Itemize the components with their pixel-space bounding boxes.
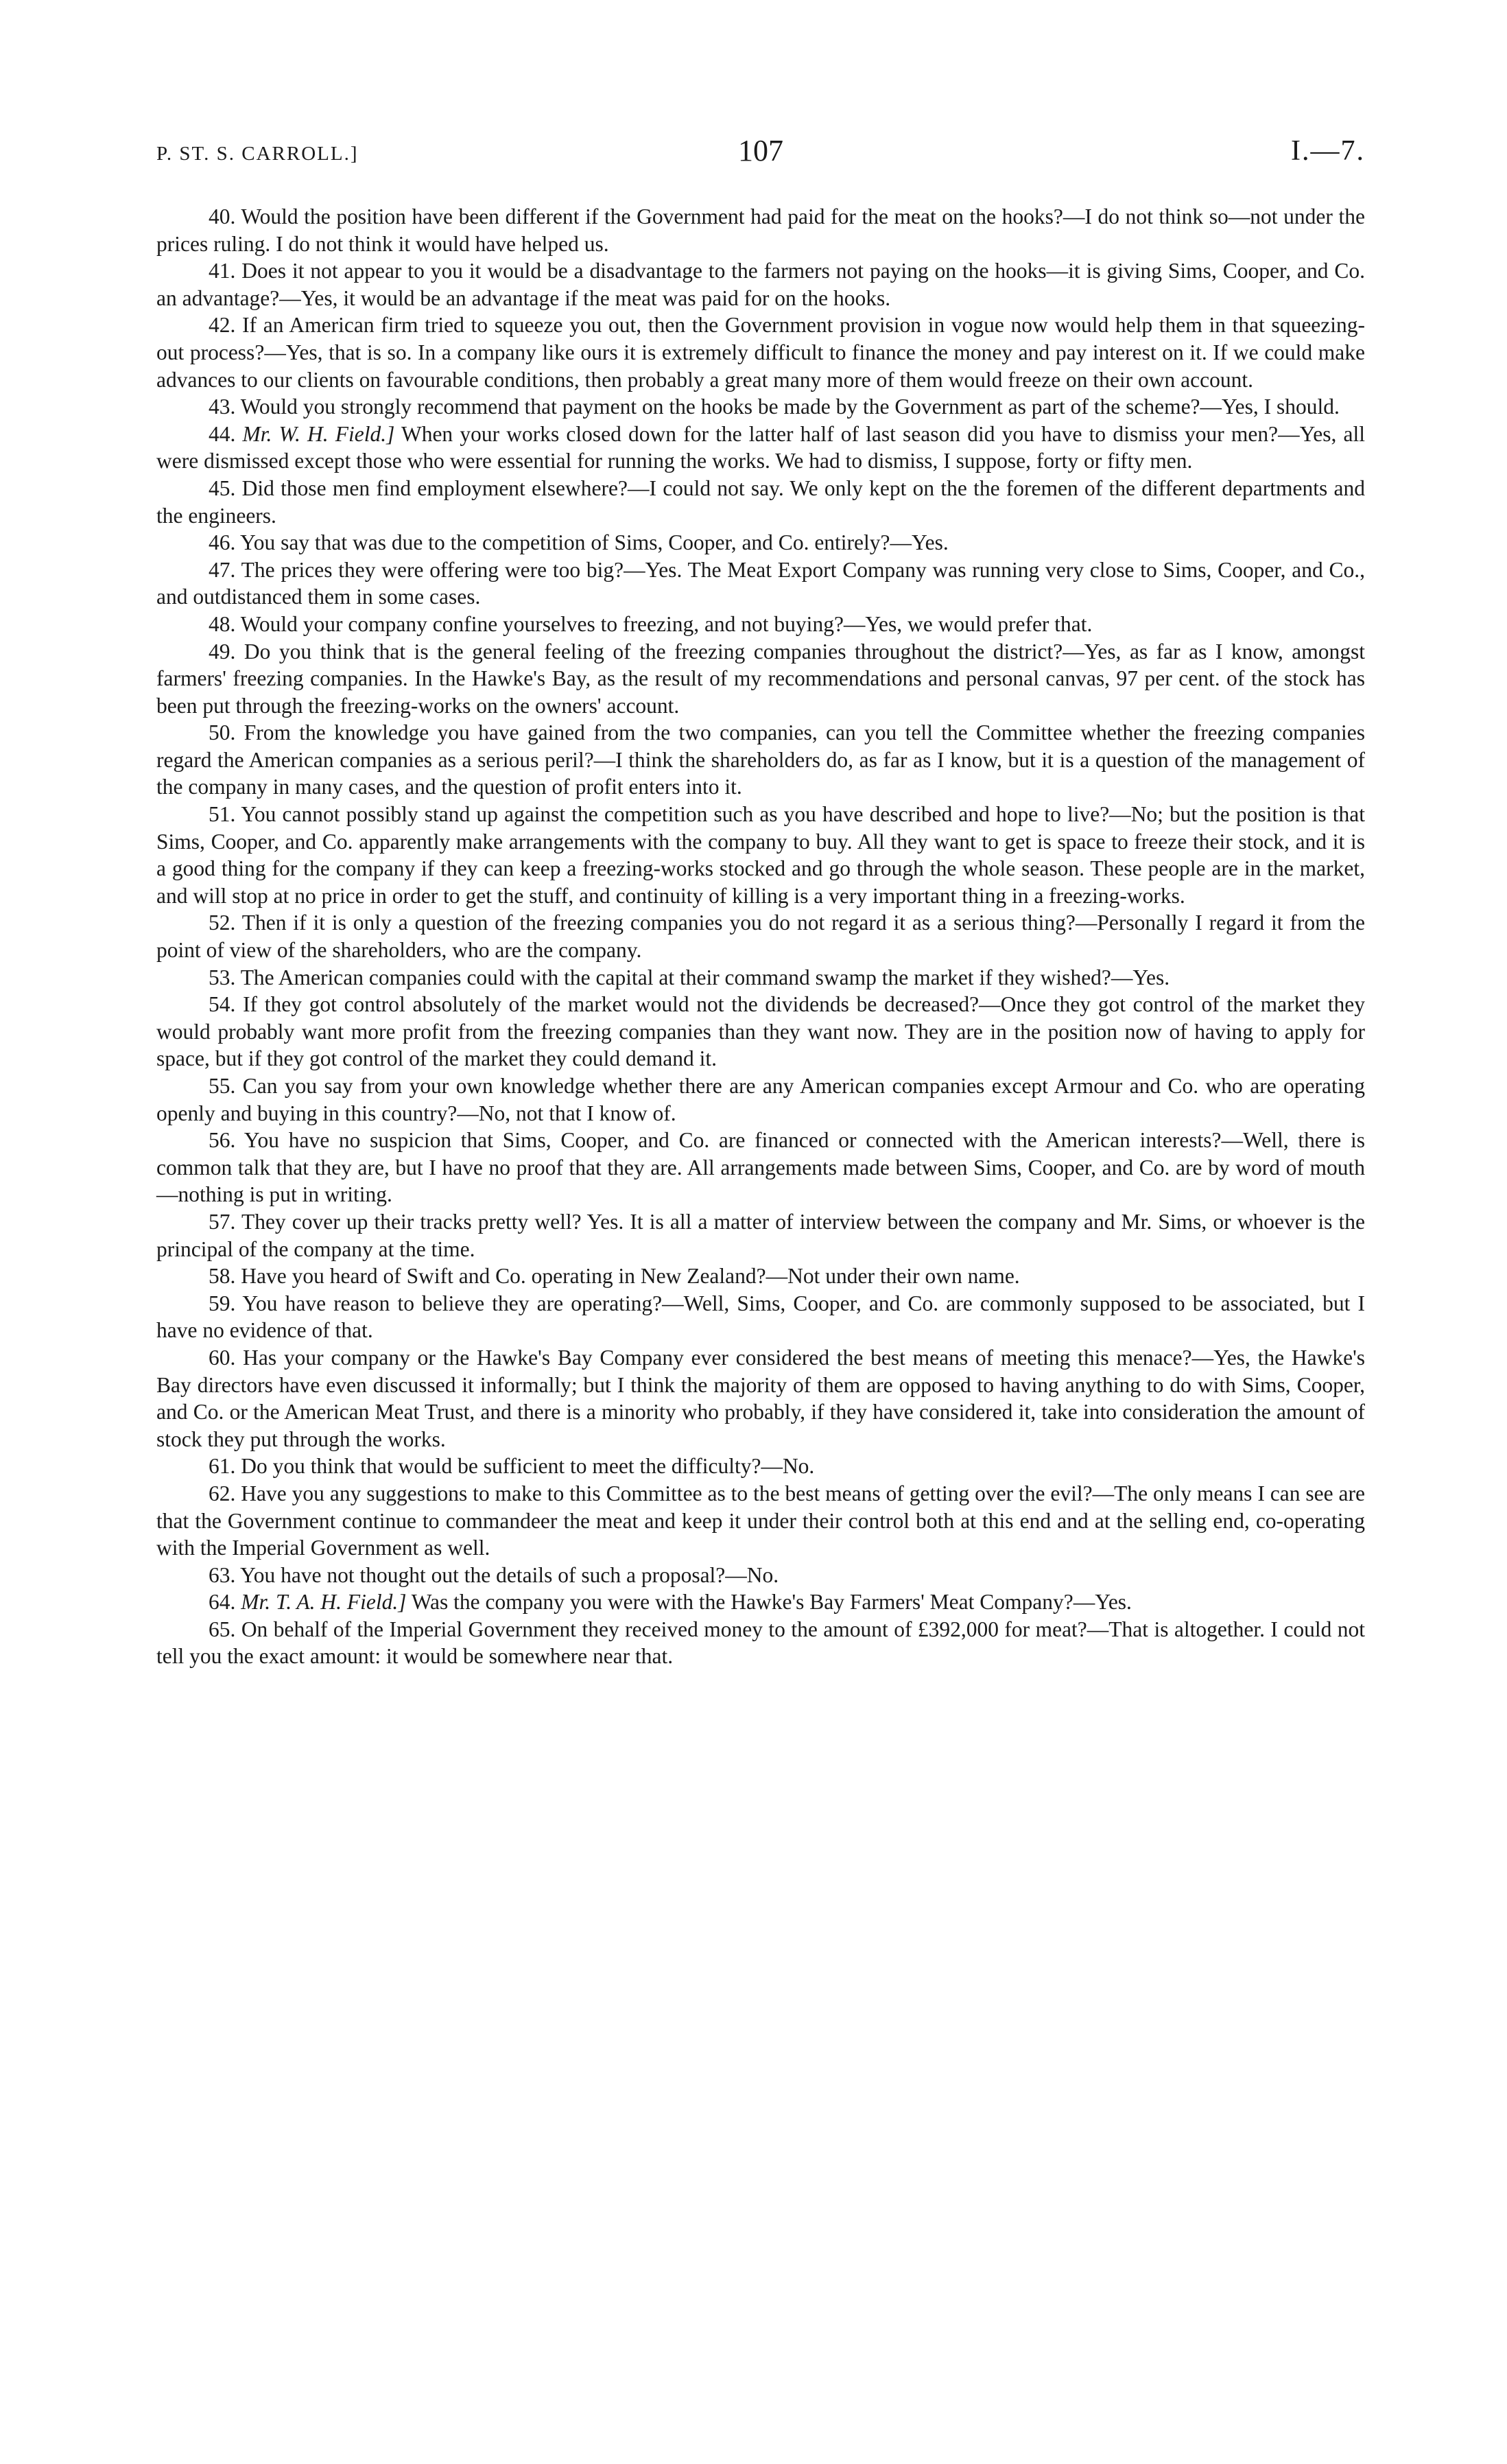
question-text: You have not thought out the details of such a proposal? bbox=[240, 1562, 726, 1587]
testimony-paragraph bbox=[156, 1588, 1365, 1616]
testimony-paragraph bbox=[156, 1453, 1365, 1480]
testimony-paragraph bbox=[156, 203, 1365, 257]
question-number: 58. bbox=[209, 1264, 236, 1289]
question-number: 65. bbox=[209, 1617, 236, 1641]
testimony-paragraph bbox=[156, 1127, 1365, 1208]
testimony-paragraph bbox=[156, 475, 1365, 529]
question-number: 60. bbox=[209, 1345, 236, 1370]
answer-text: —That is altogether. I could not tell you the exact amount: it would be somewhere near that. bbox=[156, 1617, 1366, 1669]
question-text: Can you say from your own knowledge whether there are any American companies except Armour and Co. who are operating openly and buying in this country? bbox=[156, 1074, 1365, 1125]
testimony-paragraph bbox=[156, 1344, 1365, 1453]
question-text: Have you any suggestions to make to this Committee as to the best means of getting over the evil? bbox=[241, 1481, 1093, 1505]
answer-text: —Not under their own name. bbox=[766, 1264, 1020, 1289]
answer-text: —Well, there is common talk that they are, but I have no proof that they are. All arrangements made between Sims, Cooper, and Co. are by word of mouth—nothing is put in writing. bbox=[156, 1128, 1365, 1207]
question-number: 57. bbox=[209, 1209, 236, 1234]
speaker-name: Mr. W. H. Field.] bbox=[242, 421, 395, 446]
question-text: Would your company confine yourselves to freezing, and not buying? bbox=[240, 611, 844, 636]
answer-text: —I could not say. We only kept on the the foremen of the different departments and the engineers. bbox=[156, 476, 1365, 528]
answer-text: —The only means I can see are that the Government continue to commandeer the meat and keep it under their control both at this end and at the selling end, co-operating with the Imperial Government as well. bbox=[156, 1481, 1365, 1560]
witness-name-header: P. ST. S. CARROLL.] bbox=[156, 143, 359, 165]
question-text: Then if it is only a question of the freezing companies you do not regard it as a serious thing? bbox=[241, 911, 1076, 935]
question-number: 40. bbox=[209, 204, 236, 228]
question-number: 62. bbox=[209, 1481, 236, 1505]
question-text: Does it not appear to you it would be a disadvantage to the farmers not paying on the hooks—it is giving Sims, Cooper, and Co. an advantage? bbox=[156, 259, 1366, 310]
question-text: The prices they were offering were too big? bbox=[241, 557, 624, 582]
answer-text: —Yes, we would prefer that. bbox=[843, 611, 1093, 636]
question-text: You cannot possibly stand up against the competition such as you have described and hope to live? bbox=[241, 802, 1110, 827]
question-number: 61. bbox=[209, 1454, 236, 1479]
testimony-paragraph bbox=[156, 1263, 1365, 1290]
question-text: You have no suspicion that Sims, Cooper, and Co. are financed or connected with the American interests? bbox=[244, 1128, 1222, 1153]
answer-text: —Yes. bbox=[890, 530, 949, 555]
question-text: They cover up their tracks pretty well? bbox=[241, 1209, 582, 1234]
question-number: 63. bbox=[209, 1562, 236, 1587]
testimony-paragraph bbox=[156, 421, 1365, 475]
testimony-paragraph bbox=[156, 1562, 1365, 1589]
testimony-paragraph bbox=[156, 312, 1365, 393]
answer-text: Yes. It is all a matter of interview between the company and Mr. Sims, or whoever is the principal of the company at the time. bbox=[156, 1209, 1365, 1261]
testimony-paragraph bbox=[156, 1208, 1365, 1263]
testimony-paragraph bbox=[156, 801, 1365, 909]
answer-text: —Yes, it would be an advantage if the meat was paid for on the hooks. bbox=[279, 285, 891, 310]
answer-text: —No. bbox=[761, 1454, 815, 1479]
answer-text: —I do not think so—not under the prices ruling. I do not think it would have helped us. bbox=[156, 204, 1365, 256]
question-text: If they got control absolutely of the market would not the dividends be decreased? bbox=[243, 992, 980, 1017]
speaker-name: Mr. T. A. H. Field.] bbox=[241, 1590, 407, 1615]
testimony-paragraph bbox=[156, 556, 1365, 611]
question-number: 49. bbox=[209, 639, 236, 664]
answer-text: —I think the shareholders do, as far as I know, but it is a question of the management of the company in many cases, and the question of profit enters into it. bbox=[156, 747, 1365, 799]
question-text: From the knowledge you have gained from the two companies, can you tell the Committee whether the freezing companies regard the American companies as a serious peril? bbox=[156, 720, 1366, 772]
question-number: 45. bbox=[209, 476, 236, 500]
question-number: 44. bbox=[209, 421, 236, 446]
testimony-paragraph bbox=[156, 611, 1365, 638]
answer-text: —Yes, all were dismissed except those who were essential for running the works. We had to dismiss, I suppose, forty or fifty men. bbox=[156, 421, 1365, 473]
answer-text: —Yes. The Meat Export Company was running very close to Sims, Cooper, and Co., and outdistanced them in some cases. bbox=[156, 557, 1366, 609]
question-text: Did those men find employment elsewhere? bbox=[241, 476, 628, 500]
question-text: You say that was due to the competition of Sims, Cooper, and Co. entirely? bbox=[240, 530, 890, 555]
testimony-paragraph bbox=[156, 964, 1365, 992]
question-number: 48. bbox=[209, 611, 236, 636]
answer-text: —No; but the position is that Sims, Cooper, and Co. apparently make arrangements with the company to buy. All they want to get is space to freeze their stock, and it is a good thing for the company if they can keep a freezing-works stocked and go through the whole season. These people are in the market, and will stop at no price in order to get the stuff, and continuity of killing is a very important thing in a freezing-works. bbox=[156, 802, 1365, 908]
testimony-paragraph bbox=[156, 991, 1365, 1072]
question-text: Would you strongly recommend that payment on the hooks be made by the Government as part of the scheme? bbox=[240, 395, 1200, 419]
question-number: 46. bbox=[209, 530, 236, 555]
answer-text: —Yes. bbox=[1111, 965, 1170, 989]
question-number: 51. bbox=[209, 802, 236, 827]
answer-text: —No. bbox=[725, 1562, 779, 1587]
answer-text: —Well, Sims, Cooper, and Co. are commonly supposed to be associated, but I have no evidence of that. bbox=[156, 1291, 1365, 1343]
answer-text: —Yes, that is so. In a company like ours it is extremely difficult to finance the money and pay interest on it. If we could make advances to our clients on favourable conditions, then probably a great many more of them would freeze on their own account. bbox=[156, 340, 1365, 392]
page-number: 107 bbox=[738, 134, 783, 167]
answer-text: —Yes. bbox=[1073, 1590, 1132, 1615]
testimony-paragraph bbox=[156, 529, 1365, 556]
testimony-paragraph bbox=[156, 719, 1365, 801]
question-number: 41. bbox=[209, 259, 236, 283]
answer-text: —Once they got control of the market they would probably want more profit from the freezing companies than they want now. They are in the position now of having to apply for space, but if they got control of the market they could demand it. bbox=[156, 992, 1366, 1071]
testimony-paragraph bbox=[156, 1290, 1365, 1344]
question-number: 52. bbox=[209, 911, 236, 935]
testimony-paragraph bbox=[156, 1616, 1365, 1670]
question-number: 43. bbox=[209, 395, 236, 419]
answer-text: —Yes, the Hawke's Bay directors have even discussed it informally; but I think the majority of them are opposed to having anything to do with Sims, Cooper, and Co. or the American Meat Trust, and there is a minority who probably, if they have considered it, take into consideration the amount of stock they put through the works. bbox=[156, 1345, 1365, 1451]
question-text: Has your company or the Hawke's Bay Company ever considered the best means of meeting this menace? bbox=[243, 1345, 1192, 1370]
testimony-paragraph bbox=[156, 393, 1365, 421]
question-text: Do you think that would be sufficient to meet the difficulty? bbox=[241, 1454, 761, 1479]
answer-text: —Yes, as far as I know, amongst farmers' freezing companies. In the Hawke's Bay, as the result of my recommendations and personal canvas, 97 per cent. of the stock has been put through the freezing-works on the owners' account. bbox=[156, 639, 1365, 718]
testimony-paragraph bbox=[156, 638, 1365, 720]
question-text: On behalf of the Imperial Government they received money to the amount of £392,000 for meat? bbox=[241, 1617, 1087, 1641]
question-number: 42. bbox=[209, 313, 236, 338]
question-text: Have you heard of Swift and Co. operating in New Zealand? bbox=[241, 1264, 766, 1289]
testimony-paragraph bbox=[156, 1072, 1365, 1127]
question-text: Was the company you were with the Hawke's Bay Farmers' Meat Company? bbox=[411, 1590, 1073, 1615]
page-header bbox=[156, 134, 1365, 178]
testimony-body bbox=[156, 203, 1365, 1670]
question-number: 56. bbox=[209, 1128, 236, 1153]
question-number: 64. bbox=[209, 1590, 236, 1615]
answer-text: —Yes, I should. bbox=[1200, 395, 1340, 419]
question-text: Do you think that is the general feeling of the freezing companies throughout the district? bbox=[244, 639, 1063, 664]
answer-text: —Personally I regard it from the point of view of the shareholders, who are the company. bbox=[156, 911, 1365, 963]
question-number: 55. bbox=[209, 1074, 236, 1098]
testimony-paragraph bbox=[156, 257, 1365, 312]
question-text: When your works closed down for the latter half of last season did you have to dismiss your men? bbox=[401, 421, 1279, 446]
question-number: 54. bbox=[209, 992, 236, 1017]
testimony-paragraph bbox=[156, 909, 1365, 963]
question-text: If an American firm tried to squeeze you out, then the Government provision in vogue now would help them in that squeezing-out process? bbox=[156, 313, 1366, 364]
question-text: Would the position have been different if the Government had paid for the meat on the hooks? bbox=[241, 204, 1063, 228]
testimony-paragraph bbox=[156, 1480, 1365, 1562]
question-text: You have reason to believe they are operating? bbox=[242, 1291, 663, 1315]
question-number: 59. bbox=[209, 1291, 236, 1315]
question-number: 50. bbox=[209, 720, 236, 745]
question-number: 53. bbox=[209, 965, 236, 989]
document-reference: I.—7. bbox=[1291, 135, 1365, 167]
question-number: 47. bbox=[209, 557, 236, 582]
question-text: The American companies could with the capital at their command swamp the market if they wished? bbox=[240, 965, 1111, 989]
answer-text: —No, not that I know of. bbox=[457, 1101, 676, 1125]
